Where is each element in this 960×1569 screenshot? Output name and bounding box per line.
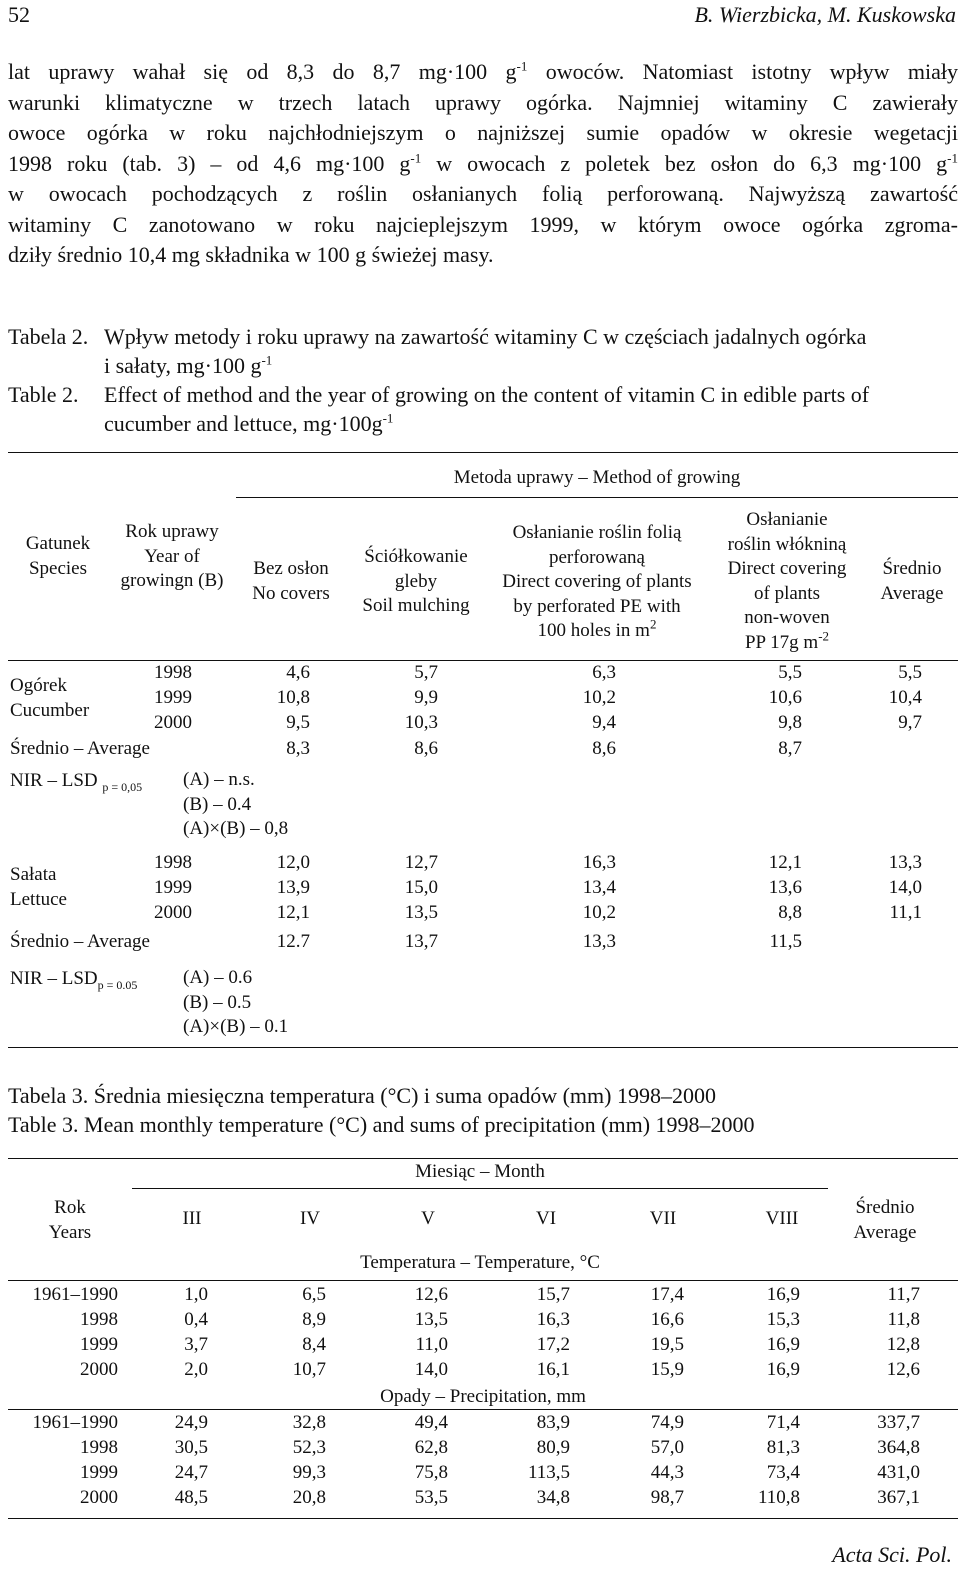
table2-average-cell-no-covers: 12.7 <box>276 931 310 952</box>
table3-value-cell: 48,5 <box>174 1487 208 1508</box>
table2-cell-average: 10,4 <box>888 687 922 708</box>
table3-value-cell: 13,5 <box>414 1309 448 1330</box>
table2-cell-no-covers: 12,1 <box>276 902 310 923</box>
table3-year-cell: 1961–1990 <box>32 1412 118 1433</box>
table3-value-cell: 16,1 <box>536 1359 570 1380</box>
table3-top-rule <box>8 1158 958 1159</box>
table2-cell-perforated: 16,3 <box>582 852 616 873</box>
table3-value-cell: 98,7 <box>650 1487 684 1508</box>
table3-value-cell: 6,5 <box>302 1284 326 1305</box>
table3-precipitation-rule <box>8 1409 958 1410</box>
paragraph-line: 1998 roku (tab. 3) – od 4,6 mg·100 $g^{-1}$ w owocach z poletek bez osłon do 6,3 mg·100 $g^{-1}$ <box>8 150 958 176</box>
table2-year-cell: 2000 <box>154 712 192 733</box>
table2-cell-perforated: 6,3 <box>592 662 616 683</box>
table2-cell-perforated: 10,2 <box>582 687 616 708</box>
table3-month-V: V <box>421 1208 435 1229</box>
table2-lettuce-lsd-values: (A) – 0.6 (B) – 0.5 (A)×(B) – 0.1 <box>183 967 289 1037</box>
table2-average-cell-no-covers: 8,3 <box>286 738 310 759</box>
table2-cucumber-average-label: Średnio – Average <box>10 738 150 759</box>
table3-month-header: Miesiąc – Month <box>415 1161 545 1182</box>
table3-value-cell: 15,9 <box>650 1359 684 1380</box>
table3-bottom-rule <box>8 1518 958 1519</box>
table3-value-cell: 337,7 <box>877 1412 920 1433</box>
table3-value-cell: 12,6 <box>886 1359 920 1380</box>
table2-cucumber-lsd-values: (A) – n.s. (B) – 0.4 (A)×(B) – 0,8 <box>183 769 289 839</box>
table2-header-year: Rok uprawy Year of growingn (B) <box>120 521 224 591</box>
table2-header-perforated: Osłanianie roślin folią perforowaną Direct covering of plants by perforated PE with 100 holes in $m^2$ <box>502 522 692 641</box>
table3-value-cell: 62,8 <box>414 1437 448 1458</box>
table3-month-IV: IV <box>299 1208 321 1229</box>
table3-value-cell: 12,8 <box>886 1334 920 1355</box>
table3-value-cell: 71,4 <box>766 1412 800 1433</box>
table3-value-cell: 73,4 <box>766 1462 800 1483</box>
table2-caption <box>8 322 958 438</box>
table2-year-cell: 1998 <box>154 852 192 873</box>
table2-caption-pl: Wpływ metody i roku uprawy na zawartość witaminy C w częściach jadalnych ogórka i sałaty, mg·100 $g^{-1}$ <box>104 324 867 378</box>
table2-cell-average: 14,0 <box>888 877 922 898</box>
table3-value-cell: 81,3 <box>766 1437 800 1458</box>
table3-value-cell: 15,7 <box>536 1284 570 1305</box>
table3-value-cell: 364,8 <box>877 1437 920 1458</box>
table3-year-cell: 1961–1990 <box>32 1284 118 1305</box>
table3-value-cell: 11,0 <box>415 1334 448 1355</box>
table2-average-cell-nonwoven: 8,7 <box>778 738 802 759</box>
table2-method-header: Metoda uprawy – Method of growing <box>453 467 741 488</box>
table3-value-cell: 83,9 <box>536 1412 570 1433</box>
table3-value-cell: 8,9 <box>302 1309 326 1330</box>
table3-value-cell: 1,0 <box>184 1284 208 1305</box>
table3-year-header: Rok Years <box>48 1197 92 1243</box>
table2-average-cell-perforated: 13,3 <box>582 931 616 952</box>
table2-cell-perforated: 9,4 <box>592 712 616 733</box>
table3-precipitation-header: Opady – Precipitation, mm <box>380 1386 586 1407</box>
table2-average-cell-perforated: 8,6 <box>592 738 616 759</box>
table2-cell-no-covers: 10,8 <box>276 687 310 708</box>
table3-value-cell: 53,5 <box>414 1487 448 1508</box>
table2-cell-average: 11,1 <box>889 902 922 923</box>
table2-cell-nonwoven: 10,6 <box>768 687 802 708</box>
table3-value-cell: 74,9 <box>650 1412 684 1433</box>
paragraph-line: owoce ogórka w roku najchłodniejszym o najniższej sumie opadów w okresie wegetacji <box>8 120 958 145</box>
table2-bottom-rule <box>8 1047 958 1048</box>
table3-value-cell: 34,8 <box>536 1487 570 1508</box>
table3-caption-en: Table 3. Mean monthly temperature (°C) and sums of precipitation (mm) 1998–2000 <box>8 1112 755 1137</box>
table3-value-cell: 17,4 <box>650 1284 684 1305</box>
table2-cell-mulching: 13,5 <box>404 902 438 923</box>
paragraph-line: lat uprawy wahał się od 8,3 do 8,7 mg·100 $g^{-1}$ owoców. Natomiast istotny wpływ miały <box>8 58 959 84</box>
table2-cell-perforated: 10,2 <box>582 902 616 923</box>
table3-year-cell: 2000 <box>80 1359 118 1380</box>
table3-value-cell: 3,7 <box>184 1334 208 1355</box>
table3-value-cell: 11,8 <box>887 1309 920 1330</box>
table3-value-cell: 14,0 <box>414 1359 448 1380</box>
table2-caption-en: Effect of method and the year of growing on the content of vitamin C in edible parts of cucumber and lettuce, $mg\cdot 100g^{-1}$ <box>104 382 870 436</box>
table3-month-rule <box>132 1188 828 1189</box>
table2-lettuce-lsd-label: NIR – $LSD_{p = 0.05}$ <box>10 968 138 992</box>
page-number: 52 <box>8 2 30 27</box>
table3-value-cell: 16,6 <box>650 1309 684 1330</box>
paragraph-line: w owocach pochodzących z roślin osłanianych folią perforowaną. Najwyższą zawartość <box>8 181 958 206</box>
table2-cell-average: 5,5 <box>898 662 922 683</box>
table2-header-average: Średnio Average <box>880 558 944 604</box>
table3-month-VI: VI <box>535 1208 557 1229</box>
table3-temperature-rule <box>8 1280 958 1281</box>
table2-top-rule <box>8 452 958 453</box>
table2-lettuce-average-label: Średnio – Average <box>10 931 150 952</box>
table2-method-rule <box>236 497 958 498</box>
table3-year-cell: 1999 <box>80 1334 118 1355</box>
table2-lettuce-label: Sałata Lettuce <box>10 864 67 910</box>
table2-header-nonwoven: Osłanianie roślin włókniną Direct covering of plants non-woven PP 17g $m^{-2}$ <box>727 509 847 653</box>
table2-cucumber-label: Ogórek Cucumber <box>10 675 90 721</box>
body-paragraph <box>8 57 958 271</box>
table2-cell-nonwoven: 8,8 <box>778 902 802 923</box>
table3-value-cell: 99,3 <box>292 1462 326 1483</box>
table2-cell-no-covers: 12,0 <box>276 852 310 873</box>
table3-caption-pl: Tabela 3. Średnia miesięczna temperatura (°C) i suma opadów (mm) 1998–2000 <box>8 1083 716 1108</box>
table3-value-cell: 32,8 <box>292 1412 326 1433</box>
table2-cell-no-covers: 13,9 <box>276 877 310 898</box>
table2-year-cell: 1999 <box>154 877 192 898</box>
table3-value-cell: 2,0 <box>184 1359 208 1380</box>
table2-year-cell: 1999 <box>154 687 192 708</box>
table3-value-cell: 24,7 <box>174 1462 208 1483</box>
table3-value-cell: 17,2 <box>536 1334 570 1355</box>
table3-value-cell: 20,8 <box>292 1487 326 1508</box>
table2-cell-no-covers: 9,5 <box>286 712 310 733</box>
table3-value-cell: 15,3 <box>766 1309 800 1330</box>
table2-header-mulching: Ściółkowanie gleby Soil mulching <box>362 546 470 616</box>
table3-value-cell: 44,3 <box>650 1462 684 1483</box>
table3-value-cell: 8,4 <box>302 1334 326 1355</box>
table2-year-cell: 2000 <box>154 902 192 923</box>
table3-value-cell: 24,9 <box>174 1412 208 1433</box>
table3-value-cell: 16,9 <box>766 1334 800 1355</box>
table3-value-cell: 10,7 <box>292 1359 326 1380</box>
table3-year-cell: 1999 <box>80 1462 118 1483</box>
table2-cell-nonwoven: 12,1 <box>768 852 802 873</box>
table3-value-cell: 16,9 <box>766 1284 800 1305</box>
table2-cell-mulching: 9,9 <box>414 687 438 708</box>
table3-value-cell: 110,8 <box>757 1487 800 1508</box>
table3-value-cell: 11,7 <box>887 1284 920 1305</box>
table2-average-cell-mulching: 13,7 <box>404 931 438 952</box>
table3-value-cell: 16,9 <box>766 1359 800 1380</box>
table2-cell-nonwoven: 9,8 <box>778 712 802 733</box>
table3-average-header: Średnio Average <box>853 1197 917 1243</box>
table2-cucumber-lsd-label: NIR – LSD $_{p = 0,05}$ <box>10 770 143 794</box>
table2-cell-nonwoven: 13,6 <box>768 877 802 898</box>
table3-value-cell: 30,5 <box>174 1437 208 1458</box>
table3-year-cell: 2000 <box>80 1487 118 1508</box>
running-header-authors: B. Wierzbicka, M. Kuskowska <box>694 2 956 27</box>
table2-caption-en-label: Table 2. <box>8 382 79 407</box>
table3-value-cell: 0,4 <box>184 1309 208 1330</box>
footer-journal: Acta Sci. Pol. <box>832 1542 952 1567</box>
table3-value-cell: 80,9 <box>536 1437 570 1458</box>
table2-caption-pl-label: Tabela 2. <box>8 324 89 349</box>
table3-temperature-header: Temperatura – Temperature, °C <box>360 1252 600 1273</box>
paragraph-line: warunki klimatyczne w trzech latach uprawy ogórka. Najmniej witaminy C zawierały <box>8 89 958 115</box>
table2-year-cell: 1998 <box>154 662 192 683</box>
table3-value-cell: 49,4 <box>414 1412 448 1433</box>
table3-value-cell: 431,0 <box>877 1462 920 1483</box>
table2-average-cell-nonwoven: 11,5 <box>769 931 802 952</box>
table2-cell-average: 13,3 <box>888 852 922 873</box>
table3-year-cell: 1998 <box>80 1309 118 1330</box>
table2-header-species: Gatunek Species <box>25 533 91 579</box>
table3-value-cell: 113,5 <box>527 1462 570 1483</box>
table3-value-cell: 367,1 <box>877 1487 920 1508</box>
table3-month-III: III <box>182 1208 202 1229</box>
table2-cell-mulching: 12,7 <box>404 852 438 873</box>
table2-cell-perforated: 13,4 <box>582 877 616 898</box>
table2-cell-mulching: 5,7 <box>414 662 438 683</box>
paragraph-line: dziły średnio 10,4 mg składnika w 100 g świeżej masy. <box>8 242 494 267</box>
table3-month-VIII: VIII <box>765 1208 799 1229</box>
table2-cell-no-covers: 4,6 <box>286 662 310 683</box>
table3-value-cell: 16,3 <box>536 1309 570 1330</box>
table3-year-cell: 1998 <box>80 1437 118 1458</box>
table2-average-cell-mulching: 8,6 <box>414 738 438 759</box>
table2-cell-average: 9,7 <box>898 712 922 733</box>
table2-header-no-covers: Bez osłon No covers <box>252 558 330 604</box>
table3-month-VII: VII <box>649 1208 677 1229</box>
paragraph-line: witaminy C zanotowano w roku najcieplejszym 1999, w którym owoce ogórka zgroma- <box>8 211 958 237</box>
table3-value-cell: 75,8 <box>414 1462 448 1483</box>
table2-cell-mulching: 10,3 <box>404 712 438 733</box>
table3-value-cell: 52,3 <box>292 1437 326 1458</box>
table2-cell-nonwoven: 5,5 <box>778 662 802 683</box>
table3-value-cell: 57,0 <box>650 1437 684 1458</box>
table2-cell-mulching: 15,0 <box>404 877 438 898</box>
table3-value-cell: 12,6 <box>414 1284 448 1305</box>
table3-value-cell: 19,5 <box>650 1334 684 1355</box>
